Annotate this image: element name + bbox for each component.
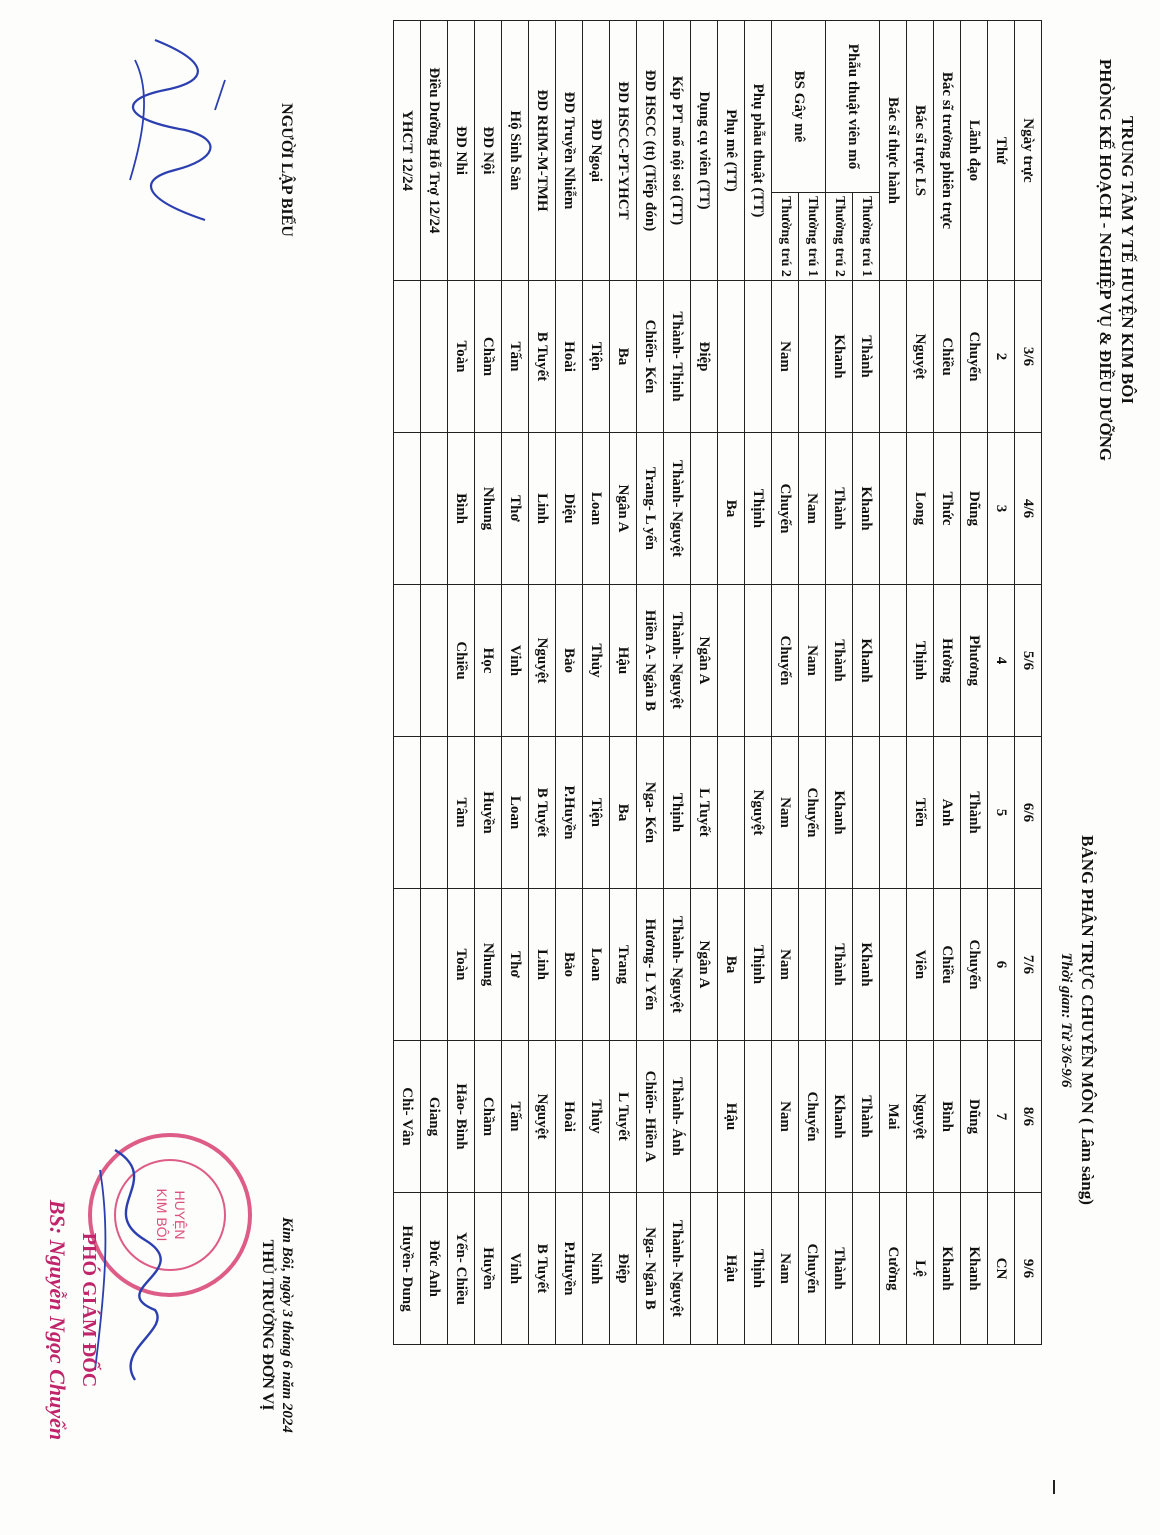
duty-cell: Khanh xyxy=(826,737,853,889)
row-label: Hộ Sinh Sản xyxy=(502,21,529,281)
duty-cell: Nguyệt xyxy=(907,1041,934,1193)
duty-cell: Hương- L Yến xyxy=(637,889,664,1041)
duty-cell: Thành xyxy=(961,737,988,889)
duty-cell: Vinh xyxy=(502,585,529,737)
duty-cell: Nam xyxy=(772,1193,799,1345)
duty-cell: Thành xyxy=(826,585,853,737)
dept-name: PHÒNG KẾ HOẠCH - NGHIỆP VỤ & ĐIỀU DƯỠNG xyxy=(1096,58,1115,462)
duty-cell: B Tuyết xyxy=(529,281,556,433)
duty-cell: Chuyển xyxy=(772,585,799,737)
duty-cell xyxy=(421,585,448,737)
duty-cell: Thành xyxy=(853,281,880,433)
table-row xyxy=(745,21,772,1345)
duty-cell xyxy=(853,737,880,889)
duty-cell: L Tuyết xyxy=(610,1041,637,1193)
table-row xyxy=(610,21,637,1345)
duty-cell: Chầm xyxy=(475,1041,502,1193)
duty-cell: 8/6 xyxy=(1015,1041,1042,1193)
duty-cell: Tấm xyxy=(502,281,529,433)
duty-cell: Hậu xyxy=(718,1041,745,1193)
duty-cell: 2 xyxy=(988,281,1015,433)
row-label: ĐD Nội xyxy=(475,21,502,281)
duty-cell: Điệp xyxy=(691,281,718,433)
row-label: Điều Dưỡng Hỗ Trợ 12/24 xyxy=(421,21,448,281)
table-row xyxy=(583,21,610,1345)
row-label: Kíp PT mổ nội soi (TT) xyxy=(664,21,691,281)
duty-cell: Bình xyxy=(934,1041,961,1193)
duty-cell: Nhung xyxy=(475,433,502,585)
duty-cell xyxy=(853,1193,880,1345)
duty-cell: 7/6 xyxy=(1015,889,1042,1041)
duty-cell: Toàn xyxy=(448,889,475,1041)
duty-cell: Chiều xyxy=(934,281,961,433)
duty-cell: 4 xyxy=(988,585,1015,737)
table-row xyxy=(934,21,961,1345)
duty-cell: Ngân A xyxy=(610,433,637,585)
duty-cell: 3 xyxy=(988,433,1015,585)
duty-cell: Chuyển xyxy=(799,1041,826,1193)
org-header xyxy=(1094,0,1138,520)
org-name: TRUNG TÂM Y TẾ HUYỆN KIM BÔI xyxy=(1118,115,1137,405)
duty-cell: Nga- Ngân B xyxy=(637,1193,664,1345)
duty-cell: 6/6 xyxy=(1015,737,1042,889)
table-row xyxy=(475,21,502,1345)
duty-cell: Ba xyxy=(610,281,637,433)
duty-cell: Chi- Vân xyxy=(394,1041,421,1193)
table-row xyxy=(880,21,907,1345)
duty-cell: Trang xyxy=(610,889,637,1041)
duty-cell: Vinh xyxy=(502,1193,529,1345)
table-row xyxy=(502,21,529,1345)
duty-cell: Loan xyxy=(583,433,610,585)
table-row xyxy=(826,21,853,1345)
row-label: ĐD Ngoại xyxy=(583,21,610,281)
duty-cell: 9/6 xyxy=(1015,1193,1042,1345)
table-row xyxy=(448,21,475,1345)
duty-cell: Chuyển xyxy=(799,737,826,889)
duty-cell: Hậu xyxy=(718,1193,745,1345)
row-label: Ngày trực xyxy=(1015,21,1042,281)
duty-cell: Diệu xyxy=(556,433,583,585)
duty-cell: Phương xyxy=(961,585,988,737)
duty-cell: Khanh xyxy=(853,433,880,585)
duty-cell: Huyền xyxy=(475,737,502,889)
duty-cell: Thịnh xyxy=(745,1193,772,1345)
duty-cell: Tiện xyxy=(583,737,610,889)
duty-cell: Linh xyxy=(529,889,556,1041)
duty-cell: Ngân A xyxy=(691,889,718,1041)
row-label: Phụ phẫu thuật (TT) xyxy=(745,21,772,281)
duty-cell: Long xyxy=(907,433,934,585)
row-group-label: Phẫu thuật viên mổ xyxy=(826,21,880,193)
duty-cell: Khanh xyxy=(961,1193,988,1345)
duty-cell: Chiến- Kén xyxy=(637,281,664,433)
duty-cell: Tấm xyxy=(502,1041,529,1193)
row-label: ĐD RHM-M-TMH xyxy=(529,21,556,281)
duty-cell: Thành xyxy=(826,433,853,585)
duty-cell xyxy=(718,281,745,433)
duty-cell: Giang xyxy=(421,1041,448,1193)
doc-header xyxy=(1056,640,1098,1400)
row-label: Dụng cụ viên (TT) xyxy=(691,21,718,281)
duty-cell: Anh xyxy=(934,737,961,889)
duty-cell: Mai xyxy=(880,1041,907,1193)
duty-cell xyxy=(880,433,907,585)
duty-cell: Ninh xyxy=(583,1193,610,1345)
creator-signature xyxy=(105,20,245,240)
duty-cell: Chuyển xyxy=(961,889,988,1041)
duty-cell: Dũng xyxy=(961,1041,988,1193)
duty-cell xyxy=(394,889,421,1041)
table-row xyxy=(718,21,745,1345)
duty-cell: Ba xyxy=(718,889,745,1041)
duty-cell: Bảo xyxy=(556,889,583,1041)
table-row xyxy=(907,21,934,1345)
duty-cell: Hường xyxy=(934,585,961,737)
duty-cell xyxy=(745,1041,772,1193)
duty-cell: Thành- Nguyệt xyxy=(664,1193,691,1345)
duty-cell: Khanh xyxy=(853,585,880,737)
duty-cell: Thành xyxy=(826,1193,853,1345)
row-label: Bác sĩ trưởng phiên trực xyxy=(934,21,961,281)
duty-cell: Nguyệt xyxy=(529,1041,556,1193)
duty-cell: Thành- Ánh xyxy=(664,1041,691,1193)
row-label: YHCT 12/24 xyxy=(394,21,421,281)
duty-cell: L Tuyết xyxy=(691,737,718,889)
duty-cell: Nam xyxy=(799,433,826,585)
duty-cell: Ba xyxy=(610,737,637,889)
row-label: ĐD Nhi xyxy=(448,21,475,281)
duty-cell xyxy=(718,737,745,889)
duty-cell: Đức Anh xyxy=(421,1193,448,1345)
duty-cell: Nguyệt xyxy=(529,585,556,737)
row-sublabel: Thường trú 1 xyxy=(853,193,880,281)
duty-cell: Thành xyxy=(853,1041,880,1193)
duty-cell: Thủy xyxy=(583,1041,610,1193)
duty-cell: Chiều xyxy=(448,585,475,737)
duty-cell: Viên xyxy=(907,889,934,1041)
duty-cell: Nhung xyxy=(475,889,502,1041)
duty-cell: Tâm xyxy=(448,737,475,889)
duty-cell: Thành- Nguyệt xyxy=(664,433,691,585)
duty-cell: Khanh xyxy=(853,889,880,1041)
doc-period: Thời gian: Từ 3/6-9/6 xyxy=(1058,952,1074,1088)
approver-title: THỦ TRƯỞNG ĐƠN VỊ xyxy=(259,1239,276,1411)
duty-cell: Thủy xyxy=(583,585,610,737)
duty-cell: Thịnh xyxy=(664,737,691,889)
sign-date: Kim Bôi, ngày 3 tháng 6 năm 2024 xyxy=(279,1217,295,1433)
duty-cell: Thơ xyxy=(502,889,529,1041)
duty-cell: Thức xyxy=(934,433,961,585)
duty-roster-table xyxy=(393,20,1042,1345)
table-row xyxy=(421,21,448,1345)
duty-cell: Chuyển xyxy=(799,1193,826,1345)
duty-cell xyxy=(394,433,421,585)
duty-cell: Thành xyxy=(826,889,853,1041)
duty-cell: Thành- Nguyệt xyxy=(664,889,691,1041)
duty-cell: Nam xyxy=(772,737,799,889)
duty-cell: Dũng xyxy=(961,433,988,585)
duty-cell: P.Huyền xyxy=(556,1193,583,1345)
table-row xyxy=(556,21,583,1345)
duty-cell: Hậu xyxy=(610,585,637,737)
duty-cell xyxy=(394,585,421,737)
duty-cell: CN xyxy=(988,1193,1015,1345)
duty-cell xyxy=(880,281,907,433)
duty-cell: Thịnh xyxy=(907,585,934,737)
row-group-label: BS Gây mê xyxy=(772,21,826,193)
duty-cell: Nguyệt xyxy=(907,281,934,433)
table-row xyxy=(772,21,799,1345)
duty-cell xyxy=(745,585,772,737)
row-label: ĐD HSCC (tt) (Tiếp đón) xyxy=(637,21,664,281)
duty-cell xyxy=(880,585,907,737)
duty-cell: P.Huyền xyxy=(556,737,583,889)
duty-cell: 6 xyxy=(988,889,1015,1041)
duty-cell: Khanh xyxy=(826,1041,853,1193)
duty-cell: Nam xyxy=(772,889,799,1041)
table-row xyxy=(637,21,664,1345)
duty-cell: 4/6 xyxy=(1015,433,1042,585)
duty-cell: Loan xyxy=(583,889,610,1041)
table-row xyxy=(529,21,556,1345)
duty-cell: Điệp xyxy=(610,1193,637,1345)
duty-cell: Nam xyxy=(772,281,799,433)
row-sublabel: Thường trú 2 xyxy=(772,193,799,281)
duty-cell: Trang- L yến xyxy=(637,433,664,585)
duty-cell: Ba xyxy=(718,433,745,585)
duty-cell: Chầm xyxy=(475,281,502,433)
duty-cell: Thơ xyxy=(502,433,529,585)
table-row xyxy=(988,21,1015,1345)
row-label: Thứ xyxy=(988,21,1015,281)
duty-cell: 5 xyxy=(988,737,1015,889)
duty-cell: Nam xyxy=(799,585,826,737)
duty-cell: Huyền- Dung xyxy=(394,1193,421,1345)
duty-cell: Toàn xyxy=(448,281,475,433)
duty-cell: Bình xyxy=(448,433,475,585)
row-label: Phụ mê (TT) xyxy=(718,21,745,281)
row-sublabel: Thường trú 2 xyxy=(826,193,853,281)
duty-cell: Thịnh xyxy=(745,433,772,585)
duty-cell: Hiền A- Ngân B xyxy=(637,585,664,737)
duty-cell xyxy=(421,281,448,433)
duty-cell xyxy=(421,737,448,889)
duty-cell: Thịnh xyxy=(745,889,772,1041)
margin-mark xyxy=(1053,1480,1055,1494)
duty-cell: Ngân A xyxy=(691,585,718,737)
duty-cell xyxy=(718,585,745,737)
duty-cell xyxy=(880,889,907,1041)
duty-cell xyxy=(691,433,718,585)
duty-cell: Tiện xyxy=(583,281,610,433)
duty-cell: Huyền xyxy=(475,1193,502,1345)
duty-cell: Cường xyxy=(880,1193,907,1345)
creator-title: NGƯỜI LẬP BIỂU xyxy=(278,103,295,237)
duty-cell: 3/6 xyxy=(1015,281,1042,433)
duty-cell: Chiều xyxy=(934,889,961,1041)
row-label: Bác sĩ trực LS xyxy=(907,21,934,281)
duty-cell: Tiến xyxy=(907,737,934,889)
duty-cell: Hoài xyxy=(556,281,583,433)
table-row xyxy=(394,21,421,1345)
duty-cell: Thành- Thịnh xyxy=(664,281,691,433)
duty-cell: Khanh xyxy=(826,281,853,433)
duty-cell xyxy=(799,889,826,1041)
duty-cell xyxy=(880,737,907,889)
row-label: ĐD HSCC-PT-YHCT xyxy=(610,21,637,281)
duty-cell: Bảo xyxy=(556,585,583,737)
table-row xyxy=(691,21,718,1345)
duty-cell: 7 xyxy=(988,1041,1015,1193)
duty-cell xyxy=(421,433,448,585)
table-row xyxy=(853,21,880,1345)
doc-title: BẢNG PHÂN TRỰC CHUYÊN MÔN ( Lâm sàng) xyxy=(1078,835,1097,1205)
duty-cell: Thành- Nguyệt xyxy=(664,585,691,737)
duty-cell: Hoài xyxy=(556,1041,583,1193)
duty-cell: Yến- Chiều xyxy=(448,1193,475,1345)
duty-cell xyxy=(421,889,448,1041)
row-label: Lãnh đạo xyxy=(961,21,988,281)
svg-text:KIM BÔI: KIM BÔI xyxy=(154,1188,170,1242)
table-row xyxy=(799,21,826,1345)
duty-cell: Nguyệt xyxy=(745,737,772,889)
duty-cell: Chuyển xyxy=(772,433,799,585)
duty-cell: Linh xyxy=(529,433,556,585)
row-label: ĐD Truyền Nhiễm xyxy=(556,21,583,281)
duty-cell: Chiến- Hiền A xyxy=(637,1041,664,1193)
table-row xyxy=(961,21,988,1345)
duty-cell: Khanh xyxy=(934,1193,961,1345)
duty-cell: B Tuyết xyxy=(529,737,556,889)
vice-director-title: PHÓ GIÁM ĐỐC xyxy=(78,1232,100,1388)
duty-cell xyxy=(691,1041,718,1193)
duty-cell xyxy=(691,1193,718,1345)
svg-text:HUYỆN: HUYỆN xyxy=(172,1190,188,1240)
duty-cell: Nga- Kén xyxy=(637,737,664,889)
duty-cell: Hảo- Bình xyxy=(448,1041,475,1193)
duty-cell: B Tuyết xyxy=(529,1193,556,1345)
duty-cell: Lệ xyxy=(907,1193,934,1345)
duty-cell xyxy=(394,737,421,889)
duty-cell xyxy=(745,281,772,433)
duty-cell: Nam xyxy=(772,1041,799,1193)
duty-cell: Học xyxy=(475,585,502,737)
table-row xyxy=(1015,21,1042,1345)
table-row xyxy=(664,21,691,1345)
duty-cell xyxy=(394,281,421,433)
duty-cell: Loan xyxy=(502,737,529,889)
vice-director-name: BS: Nguyễn Ngọc Chuyển xyxy=(45,1199,70,1441)
duty-cell xyxy=(799,281,826,433)
duty-cell: Chuyển xyxy=(961,281,988,433)
row-sublabel: Thường trú 1 xyxy=(799,193,826,281)
duty-cell: 5/6 xyxy=(1015,585,1042,737)
row-label: Bác sĩ thực hành xyxy=(880,21,907,281)
